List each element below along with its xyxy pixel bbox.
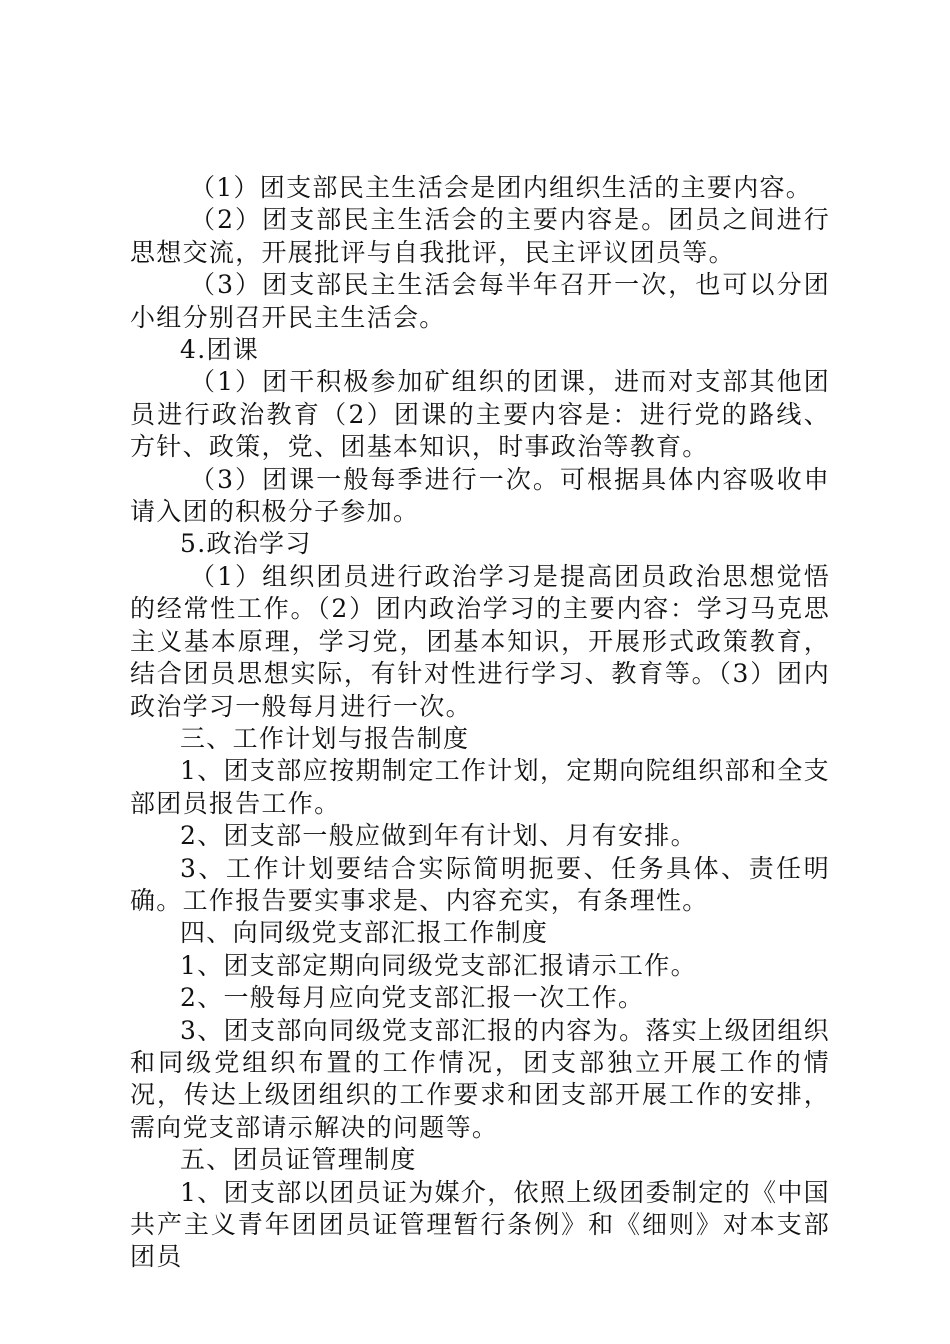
paragraph-report-party-1: 1、团支部定期向同级党支部汇报请示工作。 (180, 950, 697, 980)
paragraph-report-party-3: 3、团支部向同级党支部汇报的内容为。落实上级团组织和同级党组织布置的工作情况，团支部独立开展工作的情况，传达上级团组织的工作要求和团支部开展工作的安排，需向党支部请示解决的问题等。 (130, 1015, 830, 1142)
paragraph-work-plan-2: 2、团支部一般应做到年有计划、月有安排。 (180, 821, 697, 851)
document-body (130, 172, 830, 1274)
paragraph-league-class-3: （3）团课一般每季进行一次。可根据具体内容吸收申请入团的积极分子参加。 (130, 464, 830, 527)
paragraph-work-plan-1: 1、团支部应按期制定工作计划，定期向院组织部和全支部团员报告工作。 (130, 756, 830, 818)
paragraph-life-meeting-1: （1）团支部民主生活会是团内组织生活的主要内容。 (190, 173, 813, 202)
paragraph-political-study: （1）组织团员进行政治学习是提高团员政治思想觉悟的经常性工作。（2）团内政治学习的主要内容：学习马克思主义基本原理，学习党，团基本知识，开展形式政策教育，结合团员思想实际，有针对性进行学习、教育等。（3）团内政治学习一般每月进行一次。 (130, 561, 830, 721)
paragraph-member-card-1: 1、团支部以团员证为媒介，依照上级团委制定的《中国共产主义青年团团员证管理暂行条例》和《细则》对本支部团员 (130, 1177, 830, 1272)
paragraph-life-meeting-3: （3）团支部民主生活会每半年召开一次，也可以分团小组分别召开民主生活会。 (130, 270, 830, 332)
paragraph-report-party-2: 2、一般每月应向党支部汇报一次工作。 (180, 983, 645, 1013)
heading-member-card: 五、团员证管理制度 (180, 1145, 417, 1175)
heading-political-study: 5.政治学习 (180, 529, 312, 559)
heading-league-class: 4.团课 (180, 335, 260, 365)
paragraph-life-meeting-2: （2）团支部民主生活会的主要内容是。团员之间进行思想交流，开展批评与自我批评，民主评议团员等。 (130, 205, 830, 267)
paragraph-league-class-1: （1）团干积极参加矿组织的团课，进而对支部其他团员进行政治教育（2）团课的主要内容是：进行党的路线、方针、政策，党、团基本知识，时事政治等教育。 (130, 367, 830, 462)
paragraph-work-plan-3: 3、工作计划要结合实际简明扼要、任务具体、责任明确。工作报告要实事求是、内容充实，有条理性。 (130, 853, 830, 915)
heading-work-plan: 三、工作计划与报告制度 (180, 723, 470, 753)
heading-report-party: 四、向同级党支部汇报工作制度 (180, 918, 549, 948)
